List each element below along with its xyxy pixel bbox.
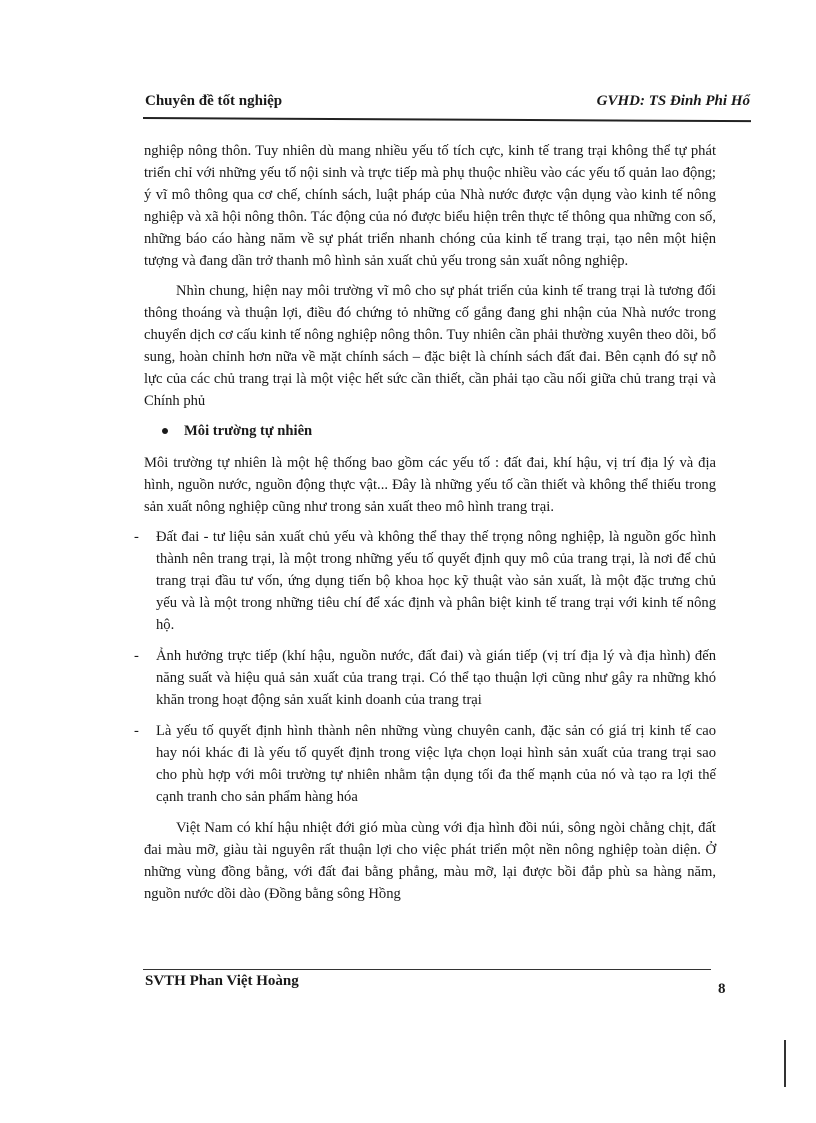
list-item [134,720,716,808]
dash-marker: - [134,723,139,739]
paragraph-4: Việt Nam có khí hậu nhiệt đới gió mùa cùng với địa hình đồi núi, sông ngòi chằng chịt, đất đai màu mỡ, giàu tài nguyên rất thuận lợi cho việc phát triển một nền nông nghiệp toàn diện. Ở những vùng đồng bằng, với đất đai bằng phẳng, màu mỡ, lại được bồi đắp phù sa hàng năm, nguồn nước dồi dào (Đồng bằng sông Hồng [144,820,716,902]
list-item [134,526,716,636]
paragraph-3: Môi trường tự nhiên là một hệ thống bao gồm các yếu tố : đất đai, khí hậu, vị trí địa lý và địa hình, nguồn nước, nguồn động thực vật... Đây là những yếu tố cần thiết và không thể thiếu trong sản xuất nông nghiệp cũng như trong sản xuất theo mô hình trang trại. [144,455,716,515]
footer-author: SVTH Phan Việt Hoàng [145,973,299,989]
section-heading [162,420,716,442]
list-item-text-1: Đất đai - tư liệu sản xuất chủ yếu và không thể thay thế trọng nông nghiệp, là nguồn gốc hình thành nên trang trại, là một trong những yếu tố quyết định quy mô của trang trại, là nơi để chủ trang trại đầu tư vốn, ứng dụng tiến bộ khoa học kỹ thuật vào sản xuất, là một đặc trưng chủ yếu và là một trong những tiêu chí để xác định và phân biệt kinh tế trang trại với kinh tế nông hộ. [156,529,716,633]
header-divider [143,117,751,122]
paragraph-2: Nhìn chung, hiện nay môi trường vĩ mô cho sự phát triển của kinh tế trang trại là tương đối thông thoáng và thuận lợi, điều đó chứng tỏ những cố gắng đang ghi nhận của Nhà nước trong chuyển dịch cơ cấu kinh tế nông nghiệp nông thôn. Tuy nhiên cần phải thường xuyên theo dõi, bổ sung, hoàn chỉnh hơn nữa về mặt chính sách – đặc biệt là chính sách đất đai. Bên cạnh đó sự nỗ lực của các chủ trang trại là một việc hết sức cần thiết, cần phải tạo cầu nối giữa chủ trang trại và Chính phủ [144,283,716,409]
page-body [134,140,716,913]
list-item [134,645,716,711]
dash-marker: - [134,648,139,664]
dash-marker: - [134,529,139,545]
list-item-text-2: Ảnh hưởng trực tiếp (khí hậu, nguồn nước, đất đai) và gián tiếp (vị trí địa lý và địa hình) đến năng suất và hiệu quả sản xuất của trang trại. Có thể tạo thuận lợi cũng như gây ra những khó khăn trong hoạt động sản xuất kinh doanh của trang trại [156,648,716,708]
page-header [145,93,750,117]
paragraph-1: nghiệp nông thôn. Tuy nhiên dù mang nhiều yếu tố tích cực, kinh tế trang trại không thể tự phát triển chỉ với những yếu tố nội sinh và trực tiếp mà phụ thuộc nhiều vào các yếu tố quản lao động; ý vĩ mô thông qua cơ chế, chính sách, luật pháp của Nhà nước được vận dụng vào kinh tế nông nghiệp và xã hội nông thôn. Tác động của nó được biểu hiện trên thực tế thông qua những con số, những báo cáo hàng năm về sự phát triển nhanh chóng của kinh tế trang trại, tạo nên một hiện tượng và đang dần trở thanh mô hình sản xuất chủ yếu trong sản xuất nông nghiệp. [144,143,716,269]
footer-divider [143,969,711,970]
scan-edge-mark [784,1040,786,1087]
section-heading-text: Môi trường tự nhiên [184,423,313,439]
header-report-title: Chuyên đề tốt nghiệp [145,93,283,109]
page-number: 8 [718,981,726,997]
list-item-text-3: Là yếu tố quyết định hình thành nên những vùng chuyên canh, đặc sản có giá trị kinh tế cao hay nói khác đi là yếu tố quyết định trong việc lựa chọn loại hình sản xuất của trang trại sao cho phù hợp với môi trường tự nhiên nhằm tận dụng tối đa thế mạnh của nó và tạo ra lợi thế cạnh tranh cho sản phẩm hàng hóa [156,723,716,805]
header-advisor: GVHD: TS Đinh Phi Hổ [596,93,750,109]
bullet-icon [162,428,168,434]
